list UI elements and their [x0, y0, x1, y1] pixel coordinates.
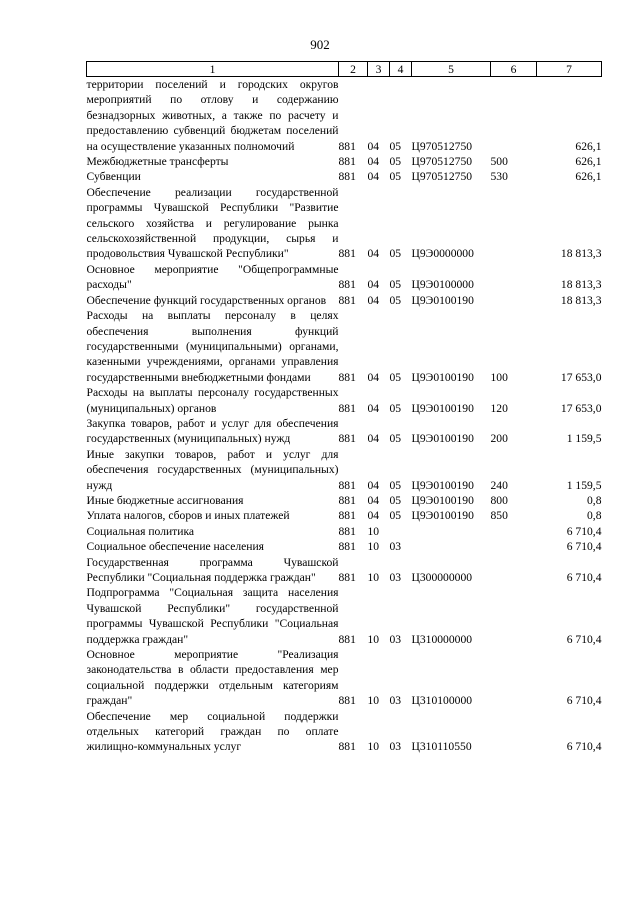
table-row [87, 416, 602, 447]
amount: 626,1 [575, 170, 602, 184]
expense-type-code: 850 [490, 509, 508, 523]
table-row [87, 555, 602, 586]
amount: 18 813,3 [560, 293, 602, 307]
admin-code: 881 [338, 524, 356, 538]
target-article-code: Ц310110550 [411, 740, 472, 754]
admin-code: 881 [338, 694, 356, 708]
expense-type-code [491, 585, 537, 647]
column-header: 7 [537, 62, 602, 77]
section-code: 04 [367, 247, 380, 261]
amount: 626,1 [575, 155, 602, 169]
section-code: 04 [367, 139, 380, 153]
table-row [87, 493, 602, 508]
target-article-code: Ц9Э0100190 [411, 432, 474, 446]
target-article-code [412, 524, 491, 539]
expense-type-code: 530 [490, 170, 508, 184]
target-article-code: Ц310000000 [411, 632, 473, 646]
subsection-code: 05 [389, 293, 402, 307]
admin-code: 881 [338, 170, 356, 184]
table-row [87, 154, 602, 169]
column-header: 3 [368, 62, 390, 77]
item-name: Иные бюджетные ассигнования [86, 493, 244, 507]
column-header: 5 [412, 62, 491, 77]
expense-type-code: 100 [490, 370, 508, 384]
admin-code: 881 [338, 139, 356, 153]
item-name: Основное мероприятие "Общепрограммные расходы" [86, 262, 339, 292]
section-code: 04 [367, 278, 380, 292]
table-row [87, 508, 602, 523]
subsection-code: 05 [389, 401, 402, 415]
table-row [87, 308, 602, 385]
section-code: 04 [367, 432, 380, 446]
page-number: 902 [310, 37, 330, 52]
target-article-code: Ц310100000 [411, 694, 473, 708]
target-article-code [412, 539, 491, 554]
column-header: 6 [491, 62, 537, 77]
subsection-code: 05 [389, 139, 402, 153]
subsection-code: 03 [389, 740, 402, 754]
target-article-code: Ц9Э0100190 [411, 493, 474, 507]
section-code: 10 [367, 740, 380, 754]
amount: 18 813,3 [560, 247, 602, 261]
expense-type-code: 500 [490, 155, 508, 169]
subsection-code: 03 [389, 694, 402, 708]
expense-type-code [491, 524, 537, 539]
item-name: Расходы на выплаты персоналу государственных (муниципальных) органов [86, 386, 339, 415]
section-code: 04 [367, 170, 380, 184]
amount: 6 710,4 [566, 571, 602, 584]
section-code: 04 [367, 493, 380, 507]
target-article-code: Ц9Э0100190 [411, 293, 474, 307]
section-code: 04 [367, 509, 380, 523]
target-article-code: Ц9Э0100190 [411, 370, 474, 384]
target-article-code: Ц9Э0000000 [411, 247, 474, 261]
subsection-code: 05 [389, 278, 402, 292]
expense-type-code [491, 555, 537, 586]
admin-code: 881 [338, 293, 356, 307]
amount: 17 653,0 [560, 370, 602, 384]
section-code: 10 [367, 524, 380, 538]
item-name: Социальная политика [86, 524, 195, 538]
table-row [87, 447, 602, 493]
table-row [87, 169, 602, 184]
subsection-code: 05 [389, 370, 402, 384]
amount: 626,1 [575, 139, 602, 153]
table-row [87, 262, 602, 293]
expense-type-code: 200 [490, 432, 508, 446]
target-article-code: Ц970512750 [411, 155, 473, 169]
subsection-code: 03 [389, 540, 402, 554]
budget-table [86, 61, 602, 755]
table-header-row [87, 62, 602, 77]
table-row [87, 293, 602, 308]
amount: 18 813,3 [560, 278, 602, 292]
section-code: 10 [367, 694, 380, 708]
amount: 6 710,4 [566, 632, 602, 646]
item-name: Межбюджетные трансферты [86, 155, 229, 169]
item-name: Обеспечение функций государственных органов [86, 293, 327, 307]
section-code: 04 [367, 155, 380, 169]
amount: 0,8 [587, 509, 602, 523]
amount: 17 653,0 [560, 401, 602, 415]
target-article-code: Ц9Э0100190 [411, 509, 474, 523]
section-code: 10 [367, 540, 380, 554]
table-row [87, 539, 602, 554]
item-name: Субвенции [86, 170, 141, 184]
table-row [87, 647, 602, 709]
target-article-code: Ц9Э0100190 [411, 401, 474, 415]
table-row [87, 185, 602, 262]
item-name: Иные закупки товаров, работ и услуг для обеспечения государственных (муниципальных) нужд [86, 447, 339, 492]
table-row [87, 585, 602, 647]
section-code: 10 [367, 571, 380, 584]
subsection-code: 03 [389, 632, 402, 646]
expense-type-code: 800 [490, 493, 508, 507]
target-article-code: Ц970512750 [411, 170, 473, 184]
target-article-code: Ц9Э0100190 [411, 478, 474, 492]
table-row [87, 77, 602, 155]
subsection-code: 05 [389, 493, 402, 507]
expense-type-code [491, 293, 537, 308]
table-body [87, 77, 602, 755]
admin-code: 881 [338, 432, 356, 446]
expense-type-code: 240 [490, 478, 508, 492]
section-code: 04 [367, 370, 380, 384]
admin-code: 881 [338, 247, 356, 261]
admin-code: 881 [338, 571, 356, 584]
subsection-code: 03 [389, 571, 402, 584]
item-name: Обеспечение реализации государственной программы Чувашской Республики "Развитие сельского хозяйства и регулирование рынка сельскохозяйственной продукции, сырья и продовольствия Чувашской Республики" [86, 185, 339, 261]
subsection-code: 05 [389, 478, 402, 492]
amount: 6 710,4 [566, 524, 602, 538]
admin-code: 881 [338, 370, 356, 384]
section-code: 10 [367, 632, 380, 646]
item-name: Государственная программа Чувашской Республики "Социальная поддержка граждан" [86, 555, 339, 584]
column-header: 2 [339, 62, 368, 77]
expense-type-code [491, 539, 537, 554]
amount: 0,8 [587, 493, 602, 507]
section-code: 04 [367, 478, 380, 492]
expense-type-code [491, 77, 537, 155]
target-article-code: Ц970512750 [411, 139, 473, 153]
subsection-code [390, 524, 412, 539]
item-name: Уплата налогов, сборов и иных платежей [86, 509, 290, 523]
item-name: территории поселений и городских округов мероприятий по отлову и содержанию безнадзорных животных, а также по расчету и предоставлению субвенций бюджетам поселений на осуществление указанных полномочий [86, 78, 339, 153]
admin-code: 881 [338, 155, 356, 169]
table-row [87, 524, 602, 539]
amount: 1 159,5 [566, 478, 602, 492]
expense-type-code [491, 262, 537, 293]
item-name: Социальное обеспечение населения [86, 540, 265, 554]
item-name: Основное мероприятие "Реализация законодательства в области предоставления мер социальной поддержки отдельным категориям граждан" [86, 648, 339, 708]
item-name: Расходы на выплаты персоналу в целях обеспечения выполнения функций государственными (муниципальными) органами, казенными учреждениями, органами управления государственными внебюджетными фондами [86, 309, 339, 384]
subsection-code: 05 [389, 509, 402, 523]
amount: 6 710,4 [566, 694, 602, 708]
expense-type-code [491, 709, 537, 755]
column-header: 4 [390, 62, 412, 77]
admin-code: 881 [338, 493, 356, 507]
subsection-code: 05 [389, 247, 402, 261]
expense-type-code [491, 185, 537, 262]
target-article-code: Ц300000000 [411, 571, 473, 584]
amount: 1 159,5 [566, 432, 602, 446]
admin-code: 881 [338, 540, 356, 554]
column-header: 1 [87, 62, 339, 77]
item-name: Закупка товаров, работ и услуг для обеспечения государственных (муниципальных) нужд [86, 416, 339, 446]
table-row [87, 385, 602, 416]
admin-code: 881 [338, 509, 356, 523]
section-code: 04 [367, 293, 380, 307]
item-name: Подпрограмма "Социальная защита населения Чувашской Республики" государственной программы Чувашской Республики "Социальная поддержка граждан" [86, 586, 339, 646]
subsection-code: 05 [389, 155, 402, 169]
table-row [87, 709, 602, 755]
subsection-code: 05 [389, 432, 402, 446]
target-article-code: Ц9Э0100000 [411, 278, 474, 292]
amount: 6 710,4 [566, 740, 602, 754]
amount: 6 710,4 [566, 540, 602, 554]
expense-type-code [491, 647, 537, 709]
expense-type-code: 120 [490, 401, 508, 415]
admin-code: 881 [338, 278, 356, 292]
admin-code: 881 [338, 401, 356, 415]
subsection-code: 05 [389, 170, 402, 184]
admin-code: 881 [338, 740, 356, 754]
item-name: Обеспечение мер социальной поддержки отдельных категорий граждан по оплате жилищно-коммунальных услуг [86, 709, 339, 754]
admin-code: 881 [338, 478, 356, 492]
section-code: 04 [367, 401, 380, 415]
admin-code: 881 [338, 632, 356, 646]
